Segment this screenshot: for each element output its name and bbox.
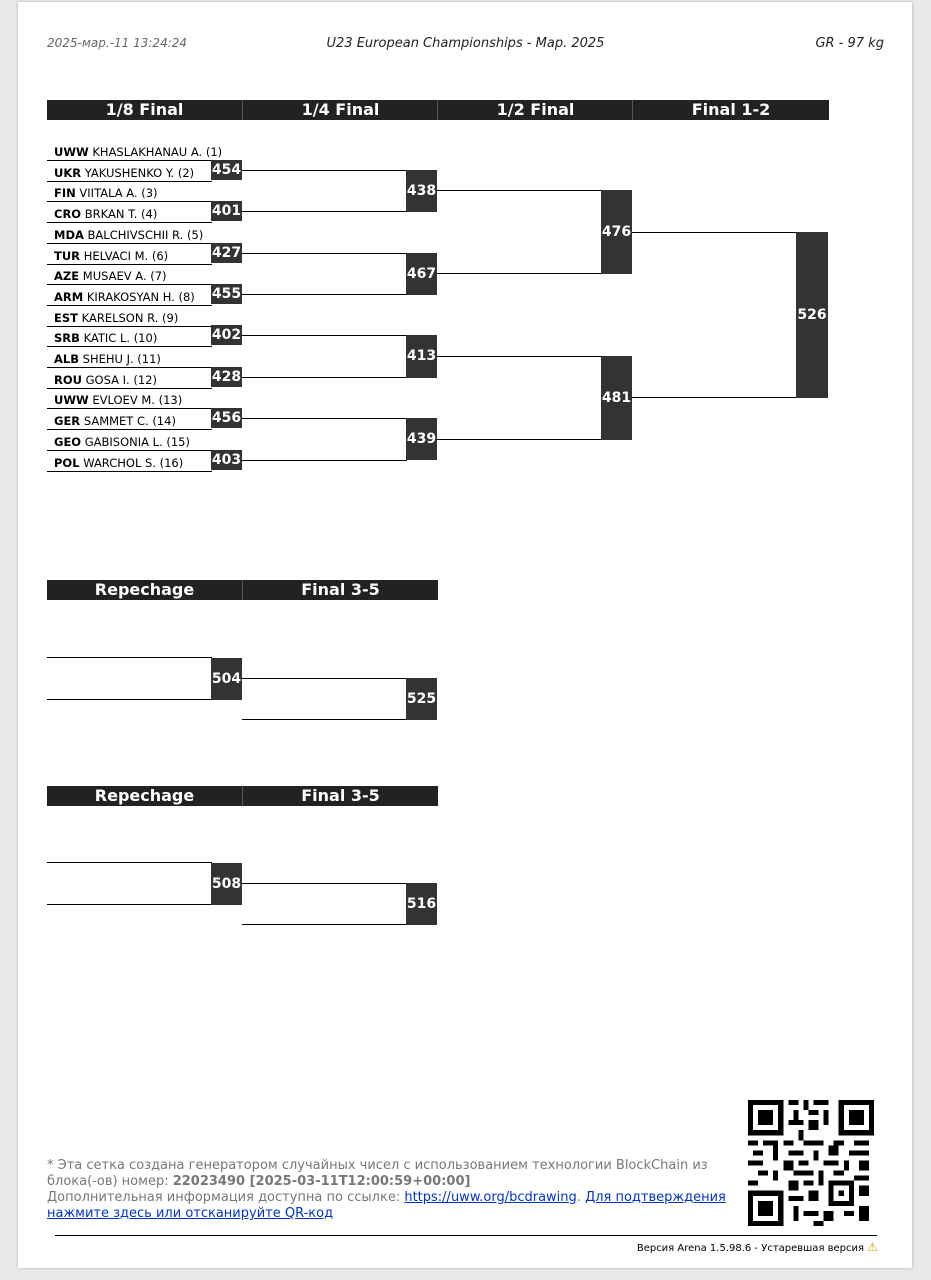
athlete-name: YAKUSHENKO Y. (2) bbox=[84, 165, 195, 180]
country-code: ALB bbox=[54, 352, 79, 366]
athlete-entry[interactable] bbox=[54, 373, 157, 387]
country-code: AZE bbox=[54, 269, 80, 284]
bout-number[interactable]: 508 bbox=[211, 863, 242, 905]
bout-number[interactable]: 504 bbox=[211, 658, 242, 700]
bout-number[interactable]: 402 bbox=[211, 327, 242, 344]
bracket-line bbox=[47, 181, 212, 182]
bout-number[interactable]: 481 bbox=[601, 356, 632, 440]
athlete-entry[interactable] bbox=[54, 207, 157, 221]
col-header-final: Final 1-2 bbox=[632, 100, 829, 120]
athlete-entry[interactable] bbox=[54, 228, 203, 242]
col-header-1-4: 1/4 Final bbox=[242, 100, 438, 120]
country-code: SRB bbox=[54, 331, 80, 346]
bracket-line bbox=[47, 264, 212, 265]
col-header-1-8: 1/8 Final bbox=[47, 100, 242, 120]
athlete-entry[interactable] bbox=[54, 414, 176, 428]
col-header-repechage: Repechage bbox=[47, 786, 242, 806]
bout-number[interactable]: 413 bbox=[406, 335, 437, 377]
footnote-sep: . bbox=[576, 1190, 586, 1205]
bracket-line bbox=[632, 232, 797, 233]
footnote-text: * Эта сетка создана генератором случайных чисел с использованием технологии BlockChain из блока(-ов) номер: bbox=[47, 1158, 708, 1189]
athlete-entry[interactable] bbox=[54, 435, 190, 449]
athlete-entry[interactable] bbox=[54, 145, 222, 159]
country-code: CRO bbox=[54, 207, 82, 222]
country-code: UWW bbox=[54, 393, 89, 408]
athlete-name: KHASLAKHANAU A. (1) bbox=[92, 145, 223, 159]
athlete-entry[interactable] bbox=[54, 352, 161, 366]
bracket-line bbox=[47, 222, 212, 223]
col-header-1-2: 1/2 Final bbox=[437, 100, 633, 120]
bracket-line bbox=[242, 924, 407, 925]
col-header-final-3-5: Final 3-5 bbox=[242, 580, 438, 600]
bracket-line bbox=[437, 273, 602, 274]
bout-number[interactable]: 455 bbox=[211, 285, 242, 302]
athlete-name: KATIC L. (10) bbox=[83, 331, 158, 346]
bracket-line bbox=[47, 657, 212, 658]
athlete-entry[interactable] bbox=[54, 311, 178, 325]
bracket-line bbox=[47, 367, 212, 368]
bracket-line bbox=[47, 862, 212, 863]
bracket-line bbox=[242, 883, 407, 884]
bracket-line bbox=[47, 408, 212, 409]
bracket-line bbox=[47, 346, 212, 347]
bout-number[interactable]: 427 bbox=[211, 244, 242, 261]
bout-number[interactable]: 438 bbox=[406, 170, 437, 212]
bracket-line bbox=[47, 388, 212, 389]
bracket-line bbox=[47, 243, 212, 244]
bracket-line bbox=[242, 678, 407, 679]
bracket-line bbox=[47, 305, 212, 306]
bout-number[interactable]: 526 bbox=[796, 232, 828, 399]
athlete-name: HELVACI M. (6) bbox=[83, 248, 169, 263]
bracket-line bbox=[47, 326, 212, 327]
bracket-line bbox=[47, 904, 212, 905]
version-info bbox=[637, 1240, 878, 1254]
footnote bbox=[47, 1158, 727, 1222]
bracket-line bbox=[242, 460, 407, 461]
athlete-entry[interactable] bbox=[54, 166, 194, 180]
bracket-line bbox=[242, 294, 407, 295]
country-code: UKR bbox=[54, 165, 82, 180]
bracket-line bbox=[632, 397, 797, 398]
bracket-line bbox=[242, 211, 407, 212]
athlete-name: SAMMET C. (14) bbox=[83, 414, 176, 429]
bout-number[interactable]: 476 bbox=[601, 190, 632, 274]
version-text: Версия Arena 1.5.98.6 - Устаревшая версия bbox=[636, 1243, 865, 1254]
country-code: GER bbox=[54, 414, 81, 429]
bout-number[interactable]: 456 bbox=[211, 410, 242, 427]
timestamp: 2025-мар.-11 13:24:24 bbox=[47, 36, 188, 50]
bcdrawing-link[interactable]: https://uww.org/bcdrawing bbox=[404, 1190, 577, 1205]
bout-number[interactable]: 439 bbox=[406, 418, 437, 460]
country-code: MDA bbox=[54, 227, 84, 242]
bracket-line bbox=[437, 190, 602, 191]
athlete-entry[interactable] bbox=[54, 269, 167, 283]
athlete-name: SHEHU J. (11) bbox=[82, 352, 161, 366]
athlete-name: BRKAN T. (4) bbox=[84, 207, 158, 222]
athlete-name: VIITALA A. (3) bbox=[79, 186, 158, 201]
country-code: UWW bbox=[54, 145, 89, 159]
athlete-entry[interactable] bbox=[54, 456, 183, 470]
bracket-line bbox=[242, 335, 407, 336]
athlete-entry[interactable] bbox=[54, 186, 158, 200]
country-code: ROU bbox=[54, 372, 82, 387]
country-code: GEO bbox=[54, 434, 82, 449]
bout-number[interactable]: 403 bbox=[211, 451, 242, 468]
bout-number[interactable]: 428 bbox=[211, 368, 242, 385]
bout-number[interactable]: 401 bbox=[211, 203, 242, 220]
warning-icon: ⚠ bbox=[867, 1240, 878, 1254]
athlete-name: KARELSON R. (9) bbox=[81, 310, 179, 325]
footnote-info: Дополнительная информация доступна по ссылке: bbox=[47, 1190, 405, 1205]
bracket-line bbox=[242, 418, 407, 419]
athlete-name: GABISONIA L. (15) bbox=[84, 434, 190, 449]
bracket-line bbox=[47, 201, 212, 202]
country-code: TUR bbox=[54, 248, 81, 263]
athlete-name: GOSA I. (12) bbox=[85, 372, 157, 387]
confirm-link[interactable]: Для подтверждения нажмите здесь или отсканируйте QR-код bbox=[47, 1190, 726, 1221]
bracket-line bbox=[242, 253, 407, 254]
athlete-entry[interactable] bbox=[54, 331, 157, 345]
athlete-name: KIRAKOSYAN H. (8) bbox=[86, 289, 195, 304]
footer-rule bbox=[55, 1235, 877, 1236]
athlete-entry[interactable] bbox=[54, 290, 195, 304]
bracket-line bbox=[47, 450, 212, 451]
country-code: ARM bbox=[54, 289, 84, 304]
bout-number[interactable]: 454 bbox=[211, 161, 242, 178]
bracket-line bbox=[242, 170, 407, 171]
bracket-line bbox=[242, 377, 407, 378]
col-header-repechage: Repechage bbox=[47, 580, 242, 600]
country-code: EST bbox=[54, 310, 78, 325]
bracket-line bbox=[437, 439, 602, 440]
block-number: 22023490 [2025-03-11T12:00:59+00:00] bbox=[172, 1174, 471, 1189]
bracket-line bbox=[47, 699, 212, 700]
country-code: POL bbox=[54, 455, 80, 470]
athlete-name: BALCHIVSCHII R. (5) bbox=[87, 227, 204, 242]
bracket-line bbox=[47, 160, 212, 161]
weight-category: GR - 97 kg bbox=[815, 36, 884, 51]
athlete-name: MUSAEV A. (7) bbox=[82, 269, 167, 284]
bracket-line bbox=[47, 429, 212, 430]
athlete-entry[interactable] bbox=[54, 393, 182, 407]
bracket-line bbox=[242, 719, 407, 720]
col-header-final-3-5: Final 3-5 bbox=[242, 786, 438, 806]
athlete-entry[interactable] bbox=[54, 249, 168, 263]
athlete-name: EVLOEV M. (13) bbox=[92, 393, 183, 408]
bracket-line bbox=[47, 284, 212, 285]
bout-number[interactable]: 467 bbox=[406, 253, 437, 295]
event-title: U23 European Championships - Мар. 2025 bbox=[326, 36, 605, 51]
bracket-line bbox=[47, 471, 212, 472]
athlete-name: WARCHOL S. (16) bbox=[83, 455, 184, 470]
bout-number[interactable]: 516 bbox=[406, 883, 437, 925]
bracket-line bbox=[437, 356, 602, 357]
bout-number[interactable]: 525 bbox=[406, 678, 437, 720]
qr-code-icon[interactable] bbox=[748, 1100, 874, 1226]
country-code: FIN bbox=[54, 186, 76, 201]
